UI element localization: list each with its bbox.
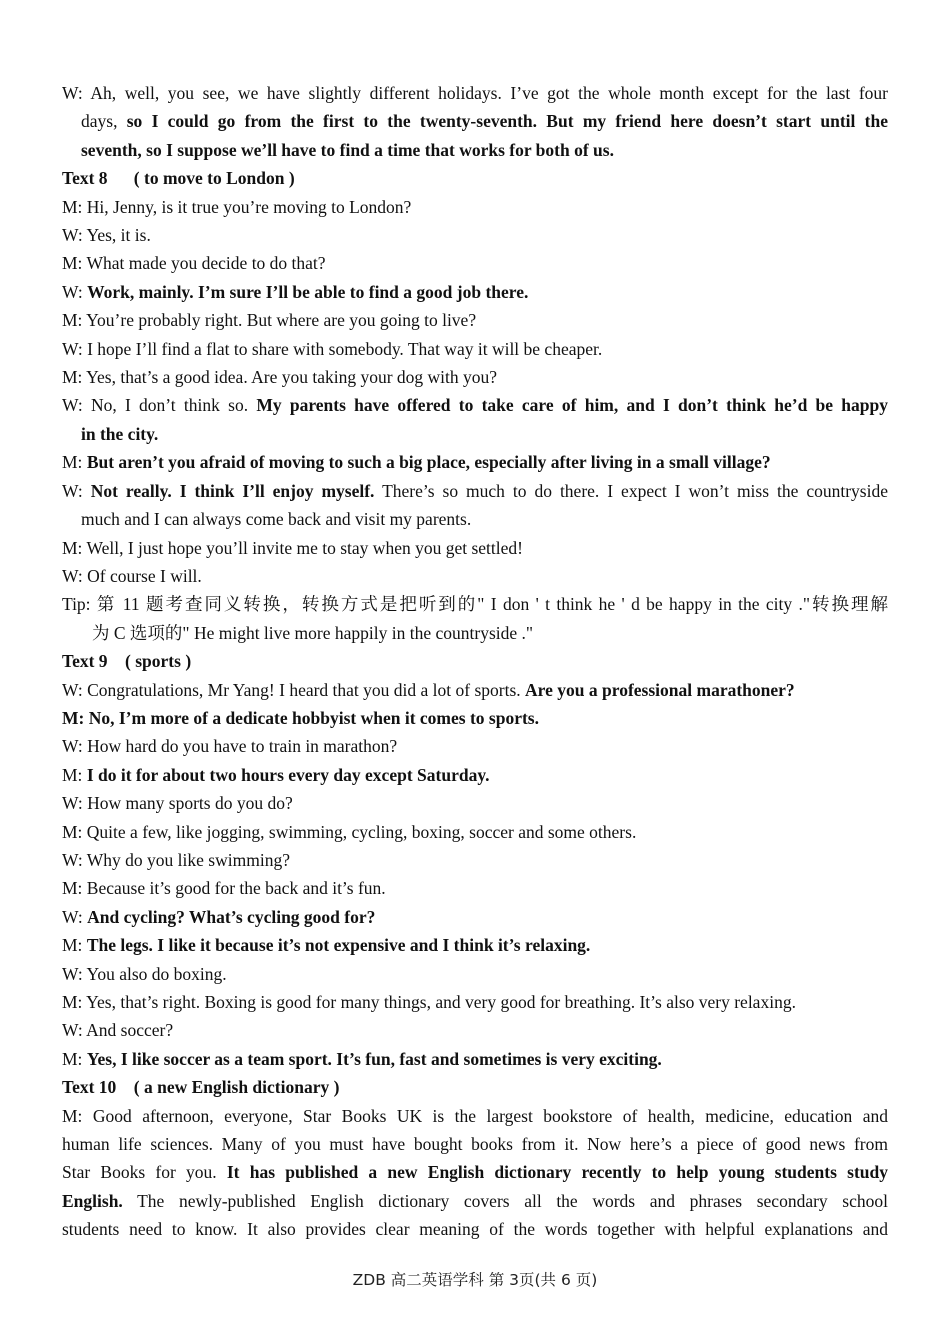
- line-text: W:: [62, 906, 88, 927]
- bold-answer-text: And cycling? What’s cycling good for?: [87, 906, 376, 927]
- text-line: [62, 931, 888, 959]
- text-line: much and I can always come back and visit my parents.: [81, 509, 472, 530]
- text-line: [62, 1045, 888, 1073]
- section-topic: ( a new English dictionary ): [133, 1077, 340, 1098]
- bold-answer-text: I do it for about two hours every day except Saturday.: [86, 764, 490, 785]
- tip-line: 为 C 选项的" He might live more happily in the countryside .": [92, 622, 534, 643]
- bold-answer-text: Are you a professional marathoner?: [525, 679, 795, 700]
- text-line: [62, 676, 888, 704]
- text-line: [62, 136, 888, 164]
- text-line: W: Why do you like swimming?: [62, 849, 290, 870]
- bold-answer-text: Work, mainly. I’m sure I’ll be able to find a good job there.: [87, 281, 529, 302]
- bold-answer-text: so I could go from the first to the twenty-seventh. But my friend here doesn’t start until the: [126, 111, 888, 132]
- bold-answer-text: My parents have offered to take care of him, and I don’t think he’d be happy: [256, 395, 888, 416]
- text-line: [62, 1158, 888, 1186]
- text-line: [62, 761, 888, 789]
- text-line: W: Of course I will.: [62, 565, 202, 586]
- text-line: [62, 477, 888, 505]
- text-line: M: Good afternoon, everyone, Star Books UK is the largest bookstore of health, medicine, education and: [62, 1105, 888, 1126]
- line-text: M:: [62, 452, 87, 473]
- section-topic: ( to move to London ): [133, 168, 295, 189]
- bold-answer-text: seventh, so I suppose we’ll have to find a time that works for both of us.: [81, 139, 614, 160]
- line-text: W:: [62, 281, 88, 302]
- text-line: [62, 79, 888, 107]
- text-line: M: What made you decide to do that?: [62, 253, 326, 274]
- bold-answer-text: English.: [62, 1190, 123, 1211]
- section-title: Text 10: [62, 1077, 117, 1098]
- line-text: W:: [62, 480, 91, 501]
- line-text: W: Congratulations, Mr Yang! I heard that you did a lot of sports.: [62, 679, 526, 700]
- line-text: There’s so much to do there. I expect I won’t miss the countryside: [374, 480, 889, 501]
- text-line: M: Hi, Jenny, is it true you’re moving to London?: [62, 196, 412, 217]
- section-title: Text 9: [62, 651, 108, 672]
- text-line: [62, 448, 888, 476]
- line-text: W: Ah, well, you see, we have slightly different holidays. I’ve got the whole month except for the last four: [62, 83, 888, 103]
- text-line: M: Because it’s good for the back and it’s fun.: [62, 878, 386, 899]
- text-line: [62, 278, 888, 306]
- line-text: Star Books for you.: [62, 1162, 227, 1183]
- text-line: M: You’re probably right. But where are you going to live?: [62, 310, 477, 331]
- line-text: M:: [62, 764, 87, 785]
- line-text: W: No, I don’t think so.: [62, 395, 257, 416]
- bold-answer-text: The legs. I like it because it’s not expensive and I think it’s relaxing.: [86, 935, 591, 956]
- line-text: M:: [62, 935, 87, 956]
- tip-line: Tip: 第 11 题考查同义转换，转换方式是把听到的" I don ' t think he ' d be happy in the city ."转换理解: [62, 594, 888, 615]
- bold-answer-text: But aren’t you afraid of moving to such a big place, especially after living in a small village?: [86, 452, 771, 473]
- text-line: M: Well, I just hope you’ll invite me to stay when you get settled!: [62, 537, 523, 558]
- text-line: W: Yes, it is.: [62, 225, 151, 246]
- text-line: human life sciences. Many of you must have bought books from it. Now here’s a piece of good news from: [62, 1134, 888, 1155]
- line-text: The newly-published English dictionary covers all the words and phrases secondary school: [122, 1190, 888, 1211]
- text-line: [62, 107, 888, 135]
- bold-answer-text: Not really. I think I’ll enjoy myself.: [90, 480, 375, 501]
- text-line: students need to know. It also provides clear meaning of the words together with helpful explanations and: [62, 1219, 888, 1240]
- text-line: [62, 391, 888, 419]
- text-line: M: Quite a few, like jogging, swimming, cycling, boxing, soccer and some others.: [62, 821, 637, 842]
- text-line: W: How hard do you have to train in marathon?: [62, 736, 398, 757]
- section-heading-text-9: [62, 647, 888, 675]
- page-footer: ZDB 高二英语学科 第 3页(共 6 页): [352, 1271, 598, 1289]
- bold-answer-text: Yes, I like soccer as a team sport. It’s fun, fast and sometimes is very exciting.: [86, 1048, 662, 1069]
- section-title: Text 8: [62, 168, 108, 189]
- section-heading-text-8: [62, 164, 888, 192]
- bold-answer-text: M: No, I’m more of a dedicate hobbyist when it comes to sports.: [62, 707, 539, 728]
- text-line: M: Yes, that’s right. Boxing is good for many things, and very good for breathing. It’s also very relaxing.: [62, 992, 796, 1012]
- text-line: W: You also do boxing.: [62, 963, 227, 984]
- text-line: W: I hope I’ll find a flat to share with somebody. That way it will be cheaper.: [62, 338, 603, 359]
- text-line: M: Yes, that’s a good idea. Are you taking your dog with you?: [62, 367, 498, 388]
- text-line: [62, 420, 888, 448]
- text-line: W: How many sports do you do?: [62, 793, 293, 814]
- bold-answer-text: It has published a new English dictionary recently to help young students study: [226, 1162, 888, 1183]
- line-text: days,: [81, 111, 127, 132]
- text-line: [62, 1187, 888, 1215]
- text-line: W: And soccer?: [62, 1020, 174, 1041]
- bold-answer-text: in the city.: [81, 423, 159, 444]
- section-heading-text-10: [62, 1073, 888, 1101]
- text-line: [62, 704, 888, 732]
- section-topic: ( sports ): [125, 651, 192, 672]
- text-line: [62, 903, 888, 931]
- line-text: M:: [62, 1048, 87, 1069]
